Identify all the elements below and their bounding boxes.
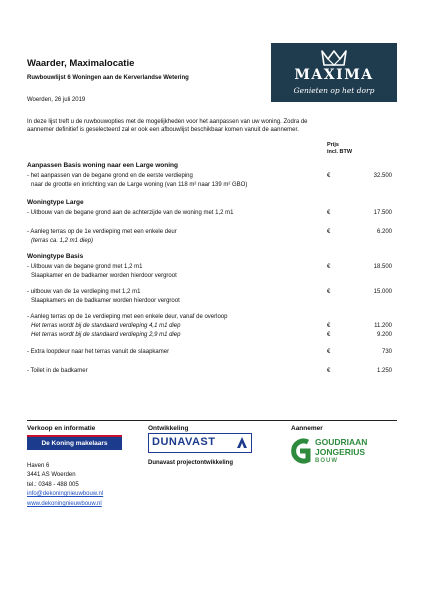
goudriaan-jongerius-logo: GOUDRIAAN JONGERIUS BOUW	[287, 435, 397, 470]
dunavast-subtitle: Dunavast projectontwikkeling	[148, 460, 234, 466]
document-date: Woerden, 26 juli 2019	[27, 97, 86, 103]
email-link[interactable]: info@dekoningnieuwbouw.nl	[27, 491, 104, 497]
website-link[interactable]: www.dekoningnieuwbouw.nl	[27, 501, 102, 507]
maxima-logo	[271, 43, 397, 102]
intro-text: In deze lijst treft u de ruwbouwopties met de mogelijkheden voor het aanpassen van uw woning. Zodra de aannemer definitief is geselecteerd zal er ook een afbouwlijst beschikbaar komen vanuit de aannemer.	[27, 119, 308, 133]
section-title-type-large: Woningtype Large	[27, 199, 84, 206]
address-street: Haven 6	[27, 463, 50, 469]
dunavast-mark-icon	[236, 436, 248, 449]
dunavast-wordmark: DUNAVAST	[152, 436, 216, 448]
maxima-tagline: Genieten op het dorp	[293, 86, 375, 95]
phone-number: tel.: 0348 - 488 005	[27, 482, 79, 488]
contractor-heading: Aannemer	[291, 425, 323, 432]
gj-mark-icon	[287, 435, 313, 467]
crown-icon	[320, 49, 348, 67]
section-title-type-basis: Woningtype Basis	[27, 253, 84, 260]
maxima-wordmark: MAXIMA	[294, 67, 374, 83]
page-subtitle: Ruwbouwlijst 6 Woningen aan de Kerverlandse Wetering	[27, 75, 189, 81]
footer-divider	[27, 420, 397, 421]
development-heading: Ontwikkeling	[148, 425, 189, 432]
section-title-large-conversion: Aanpassen Basis woning naar een Large woning	[27, 162, 178, 169]
page-title: Waarder, Maximalocatie	[27, 58, 135, 69]
sales-heading: Verkoop en informatie	[27, 425, 96, 432]
de-koning-logo: De Koning makelaars	[27, 435, 122, 450]
dunavast-logo	[148, 433, 252, 453]
address-city: 3441 AS Woerden	[27, 472, 76, 478]
price-column-header: Prijs incl. BTW	[327, 142, 353, 155]
